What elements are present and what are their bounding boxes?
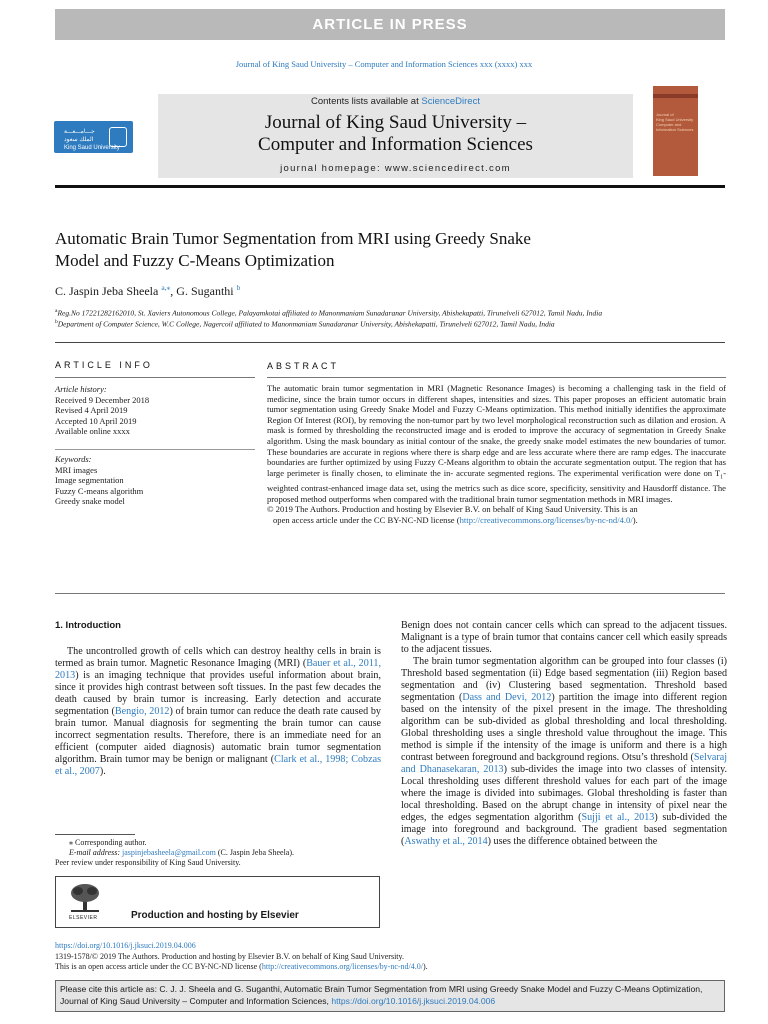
author-2[interactable]: G. Suganthi: [176, 284, 237, 298]
cover-text: Journal of King Saud University Computer and Information Sciences: [656, 112, 694, 132]
journal-homepage[interactable]: journal homepage: www.sciencedirect.com: [280, 163, 511, 174]
elsevier-box: [55, 876, 380, 928]
article-in-press-banner: ARTICLE IN PRESS: [55, 9, 725, 40]
article-info-heading: ARTICLE INFO: [55, 360, 153, 370]
affiliation-b: $^b$Department of Computer Science, W.C College, Nagercoil affiliated to Manonmaniam Sunadaranar University, Abishekapatti, Tirunelveli 627012, Tamil Nadu, India: [55, 319, 555, 329]
author-1-affil[interactable]: a,⁎: [161, 283, 171, 292]
article-history: Article history: Received 9 December 2018 Revised 4 April 2019 Accepted 10 April 2019 Available online xxxx: [55, 384, 150, 436]
intro-paragraph-3: The brain tumor segmentation algorithm can be grouped into four classes (i) Threshold based segmentation (ii) Edge based segmentation (iii) Region based segmentation and (iv) Clustering based segmentation. Threshold based segmentation (Dass and Devi, 2012) partition the image into different region based on the intensity of the pixel present in the image. The thresholding algorithm can be sub-divided as global thresholding and local thresholding. Global thresholding uses a single threshold value throughout the image. This method is simple if the intensity of the image is uniform and there is a high contrast between foreground and background regions. Otsu’s threshold (Selvaraj and Dhanasekaran, 2013) sub-divides the image into two classes of intensity. Local thresholding uses different threshold values for each part of the image where the image is divided into subimages. Global thresholding is faster than local thresholding. Based on the abrupt change in intensity of pixel near the edges, the edges segmentation algorithm (Sujji et al., 2013) sub-divided the image into foreground and background. The gradient based segmentation (Aswathy et al., 2014) uses the difference obtained between the: [401, 656, 728, 847]
info-rule: [55, 377, 255, 378]
ref-dass-devi[interactable]: Dass and Devi, 2012: [462, 692, 552, 703]
abstract-body: The automatic brain tumor segmentation in MRI (Magnetic Resonance Images) is becoming a challenging task in the field of medicine, since the brain tumor occurs in different shapes, intensities and sizes. This paper proposes an efficient automatic brain tumor segmentation using Greedy Snake Model and Fuzzy C-Means optimization. This method initially identifies the approximate Region Of Interest (ROI), by removing the non-tumor part by two level morphological reconstruction such as dilation and erosion. A mask is formed by thresholding the reconstructed image and is eroded to improve the accuracy of segmentation in Greedy Snake algorithm. Using the mask boundary as initial contour of the snake, the greedy snake model estimates the new boundaries of tumor. These boundaries are accurate in regions where there is sharp edge and are less accurate where there are ramp edges. The inaccurate boundaries are further optimized by using Fuzzy C-Means algorithm to obtain the accurate segmentation output. The region that has large perimeter is finally chosen, to eliminate the in- accurate segmented regions. The experimental verification were done on $T_1$-weighted contrast-enhanced image data set, using the metrics such as dice score, specificity, sensitivity and Hausdorff distance. The proposed method outperforms when compared with the traditional brain tumor segmentation methods in MRI images. © 2019 The Authors. Production and hosting by Elsevier B.V. on behalf of King Saud University. This is an open access article under the CC BY-NC-ND license (http://creativecommons.org/licenses/by-nc-nd/4.0/).: [267, 383, 726, 525]
copyright-line: © 2019 The Authors. Production and hosting by Elsevier B.V. on behalf of King Saud University. This is an: [267, 504, 638, 515]
production-hosting: Production and hosting by Elsevier: [131, 910, 299, 921]
author-list: C. Jaspin Jeba Sheela $^{a,⁎}$, G. Suganthi $^b$: [55, 283, 241, 298]
elsevier-name: ELSEVIER: [69, 915, 98, 921]
keyword: Fuzzy C-means algorithm: [55, 485, 144, 496]
left-column: [55, 620, 381, 778]
ksu-logo: [54, 121, 133, 153]
history-rule: [55, 449, 255, 450]
keyword: Image segmentation: [55, 475, 124, 485]
ref-bauer[interactable]: Bauer et al., 2011, 2013: [55, 658, 381, 681]
keyword: Greedy snake model: [55, 496, 125, 506]
author-1[interactable]: C. Jaspin Jeba Sheela: [55, 284, 162, 298]
intro-paragraph-1: The uncontrolled growth of cells which can destroy healthy cells in brain is termed as brain tumor. Magnetic Resonance Imaging (MRI) (Bauer et al., 2011, 2013) is an imaging technique that provides useful information about brain, since it provides high contrast between soft tissues. In the past few decades the death caused by brain tumor is increasing. Early detection and accurate segmentation (Bengio, 2012) of brain tumor can reduce the death rate caused by brain tumor. Manual diagnosis for segmenting the brain tumor can cause incorrect segmentation results. Therefore, there is an immediate need for an efficient (computer aided diagnosis) automatic brain tumor segmentation algorithm. Brain tumor may be benign or malignant (Clark et al., 1998; Cobzas et al., 2007).: [55, 646, 381, 777]
contents-available: Contents lists available at ScienceDirect: [311, 96, 480, 107]
footnotes: ⁎ Corresponding author. E-mail address: jaspinjebasheela@gmail.com (C. Jaspin Jeba Sheela). Peer review under responsibility of King Saud University.: [55, 834, 385, 868]
affiliation-a: $^a$Reg.No 17221282162010, St. Xaviers Autonomous College, Palayamkotai affiliated to Manonmaniam Sunadaranar University, Abishekapatti, Tirunelveli 627012, Tamil Nadu, India: [55, 308, 603, 318]
ref-aswathy[interactable]: Aswathy et al., 2014: [404, 836, 488, 847]
intro-paragraph-2: Benign does not contain cancer cells which can spread to the adjacent tissues. Malignant is a type of brain tumor that contains cancer cell which easily spreads to the adjacent tissues.: [401, 620, 727, 655]
journal-citation-link[interactable]: Journal of King Saud University – Computer and Information Sciences xxx (xxxx) xxx: [235, 59, 533, 69]
affiliation-divider: [55, 342, 725, 343]
email-link[interactable]: jaspinjebasheela@gmail.com: [122, 848, 216, 857]
doi-link[interactable]: https://doi.org/10.1016/j.jksuci.2019.04.006: [55, 941, 196, 950]
article-title: Automatic Brain Tumor Segmentation from MRI using Greedy Snake Model and Fuzzy C-Means Optimization: [55, 229, 531, 270]
ref-sujji[interactable]: Sujji et al., 2013: [581, 812, 655, 823]
journal-header-box: [158, 94, 633, 178]
bottom-license-link[interactable]: http://creativecommons.org/licenses/by-nc-nd/4.0/: [261, 962, 423, 971]
keywords: Keywords: MRI images Image segmentation Fuzzy C-means algorithm Greedy snake model: [55, 454, 255, 507]
cover-stripe: [653, 94, 698, 98]
cite-box: Please cite this article as: C. J. J. Sheela and G. Suganthi, Automatic Brain Tumor Segmentation from MRI using Greedy Snake Model and Fuzzy C-Means Optimization, Journal of King Saud University – Computer and Information Sciences, https://doi.org/10.1016/j.jksuci.2019.04.006: [55, 980, 725, 1012]
license-line: open access article under the CC BY-NC-ND license (http://creativecommons.org/licenses/by-nc-nd/4.0/).: [273, 514, 638, 525]
right-column: [401, 620, 727, 848]
ksu-crest-icon: [109, 127, 127, 147]
sciencedirect-link[interactable]: ScienceDirect: [421, 96, 480, 107]
ksu-logo-text: جـــامـــعـــة الملك سعود King Saud University: [64, 129, 120, 151]
ref-selvaraj[interactable]: Selvaraj and Dhanasekaran, 2013: [401, 752, 727, 775]
header-divider: [55, 185, 725, 188]
introduction-heading: 1. Introduction: [55, 620, 121, 631]
keyword: MRI images: [55, 464, 98, 475]
elsevier-tree-icon: [68, 883, 102, 913]
cite-doi-link[interactable]: https://doi.org/10.1016/j.jksuci.2019.04.006: [331, 996, 496, 1006]
journal-title: Journal of King Saud University – Computer and Information Sciences: [258, 112, 533, 155]
ref-bengio[interactable]: Bengio, 2012: [114, 706, 170, 717]
journal-cover-image: [653, 86, 698, 176]
abstract-heading: ABSTRACT: [267, 361, 340, 371]
abstract-bottom-rule: [55, 593, 725, 594]
abstract-rule: [267, 377, 726, 378]
author-2-affil[interactable]: b: [236, 283, 241, 292]
footnote-rule: [55, 834, 135, 835]
license-link[interactable]: http://creativecommons.org/licenses/by-nc-nd/4.0/: [459, 514, 633, 525]
ref-clark-cobzas[interactable]: Clark et al., 1998; Cobzas et al., 2007: [55, 754, 381, 777]
bottom-info: https://doi.org/10.1016/j.jksuci.2019.04.006 1319-1578/© 2019 The Authors. Production and hosting by Elsevier B.V. on behalf of King Saud University. This is an open access article under the CC BY-NC-ND license (http://creativecommons.org/licenses/by-nc-nd/4.0/).: [55, 941, 725, 973]
